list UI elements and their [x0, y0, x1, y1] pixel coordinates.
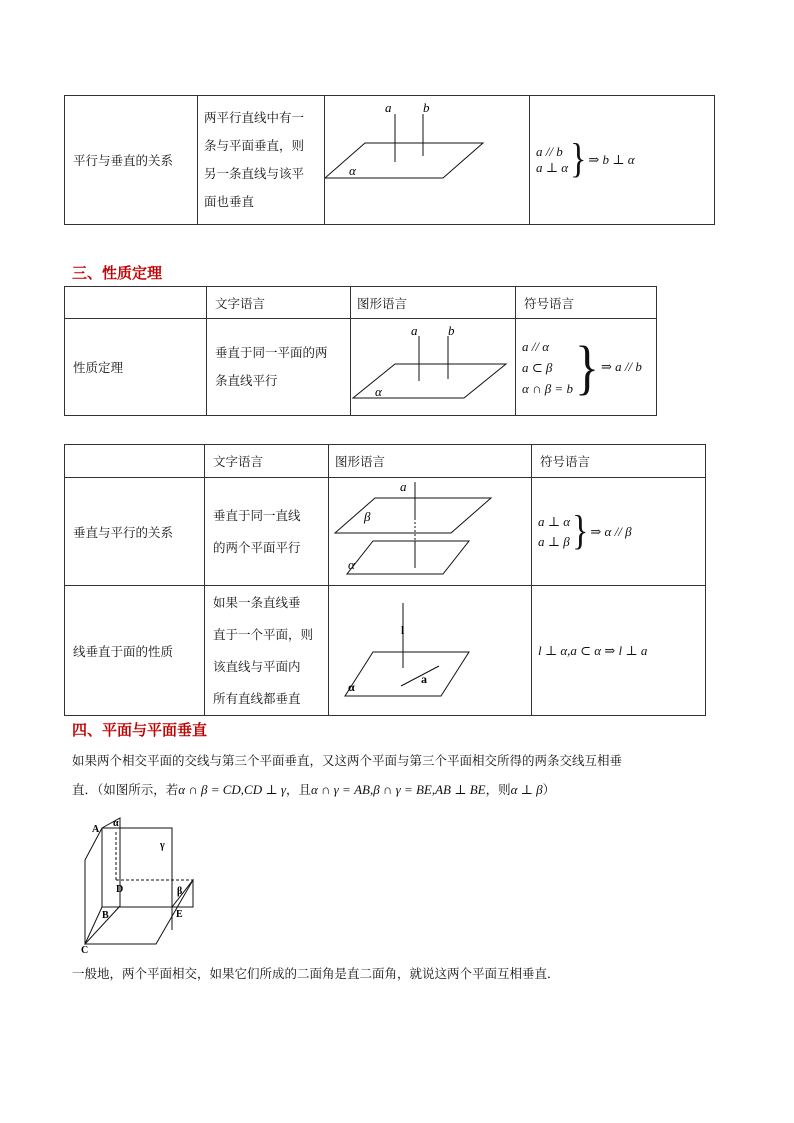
symbol-cell — [532, 478, 706, 586]
line-a — [401, 666, 439, 686]
symbol-result: ⇒ b ⊥ α — [588, 152, 635, 167]
label-alpha: α — [349, 163, 356, 178]
section-title: 四、平面与平面垂直 — [72, 721, 208, 739]
label-D: D — [116, 884, 124, 895]
label-a: a — [421, 672, 427, 686]
symbol-result: ⇒ α // β — [590, 523, 632, 539]
label-beta: β — [177, 886, 183, 897]
brace: } — [570, 137, 587, 182]
line-BC — [85, 907, 102, 944]
plane-alpha — [345, 652, 469, 696]
figure-cell — [351, 319, 516, 416]
text-line: 垂直于同一平面的两 — [215, 345, 328, 360]
text-line: 条与平面垂直，则 — [204, 138, 305, 153]
definition-paragraph — [72, 746, 722, 804]
table-property-theorem — [64, 286, 657, 416]
label-b: b — [448, 323, 455, 338]
header-symbol: 符号语言 — [516, 287, 657, 319]
perpendicular-planes-figure — [72, 810, 202, 956]
perpendicular-lines-figure — [351, 319, 515, 412]
label-A: A — [92, 824, 100, 835]
symbol-line: a ⊥ α — [536, 160, 569, 175]
text-language-cell — [198, 96, 325, 225]
label-alpha: α — [348, 557, 355, 572]
paragraph-line: 如果两个相交平面的交线与第三个平面垂直，又这两个平面与第三个平面相交所得的两条交线互相垂 — [72, 753, 623, 768]
symbol-line: a // α — [522, 338, 550, 354]
text-line: 如果一条直线垂 — [213, 594, 301, 610]
text-language-cell — [205, 586, 329, 716]
row-label: 垂直与平行的关系 — [65, 478, 205, 586]
label-alpha: α — [113, 818, 119, 829]
label-b: b — [423, 100, 430, 115]
text-line: 所有直线都垂直 — [213, 690, 301, 706]
symbol-result: ⇒ a // b — [600, 359, 642, 374]
parallel-planes-figure — [329, 478, 531, 582]
label-E: E — [176, 909, 183, 920]
symbol-cell — [516, 319, 657, 416]
label-beta: β — [364, 509, 371, 524]
paragraph-line: 直．（如图所示，若α ∩ β = CD,CD ⊥ γ，且α ∩ γ = AB,β ∩ γ = BE,AB ⊥ BE，则α ⊥ β） — [72, 782, 556, 797]
symbol-line: a ⊂ β — [522, 359, 553, 375]
row-label: 平行与垂直的关系 — [65, 96, 198, 225]
text-line: 两平行直线中有一 — [204, 110, 305, 125]
text-line: 的两个平面平行 — [213, 539, 301, 555]
figure-cell — [325, 96, 530, 225]
label-alpha: α — [375, 384, 382, 399]
row-label: 性质定理 — [65, 319, 207, 416]
plane-beta — [335, 498, 491, 533]
text-line: 另一条直线与该平 — [204, 166, 305, 181]
symbol-cell — [530, 96, 715, 225]
conclusion-paragraph: 一般地，两个平面相交，如果它们所成的二面角是直二面角，就说这两个平面互相垂直． — [72, 966, 560, 981]
figure-cell — [329, 586, 532, 716]
symbol-expression — [538, 508, 697, 554]
text-line: 该直线与平面内 — [213, 658, 301, 674]
table-perpendicular-parallel — [64, 444, 706, 716]
text-language-cell — [207, 319, 351, 416]
symbol-expression — [536, 137, 706, 182]
text-line: 直于一个平面，则 — [213, 626, 314, 642]
label-gamma: γ — [160, 840, 165, 851]
label-a: a — [385, 100, 392, 115]
label-alpha: α — [348, 680, 355, 694]
parallel-lines-plane-figure — [325, 96, 529, 221]
text-line: 条直线平行 — [215, 373, 278, 388]
label-a: a — [411, 323, 418, 338]
symbol-line: α ∩ β = b — [522, 380, 573, 396]
header-empty — [65, 287, 207, 319]
section-title: 三、性质定理 — [72, 264, 163, 282]
text-language-cell — [205, 478, 329, 586]
header-text: 文字语言 — [207, 287, 351, 319]
plane-alpha — [347, 541, 469, 574]
line-perpendicular-plane-figure — [329, 586, 531, 712]
header-text: 文字语言 — [205, 445, 329, 478]
header-figure: 图形语言 — [351, 287, 516, 319]
text-line: 面也垂直 — [204, 194, 255, 209]
label-C: C — [81, 945, 89, 956]
symbol-cell — [532, 586, 706, 716]
table-parallel-perpendicular — [64, 95, 715, 225]
symbol-expression — [522, 333, 648, 401]
label-a: a — [400, 479, 407, 494]
symbol-expression: l ⊥ α,a ⊂ α ⇒ l ⊥ a — [538, 642, 648, 658]
header-symbol: 符号语言 — [532, 445, 706, 478]
label-B: B — [102, 910, 109, 921]
brace: } — [572, 508, 589, 554]
header-figure: 图形语言 — [329, 445, 532, 478]
symbol-line: a // b — [536, 144, 563, 159]
symbol-line: a ⊥ α — [538, 513, 571, 529]
header-empty — [65, 445, 205, 478]
figure-cell — [329, 478, 532, 586]
label-l: l — [401, 623, 405, 637]
symbol-line: a ⊥ β — [538, 533, 570, 549]
brace: } — [574, 333, 599, 401]
row-label: 线垂直于面的性质 — [65, 586, 205, 716]
text-line: 垂直于同一直线 — [213, 507, 301, 523]
